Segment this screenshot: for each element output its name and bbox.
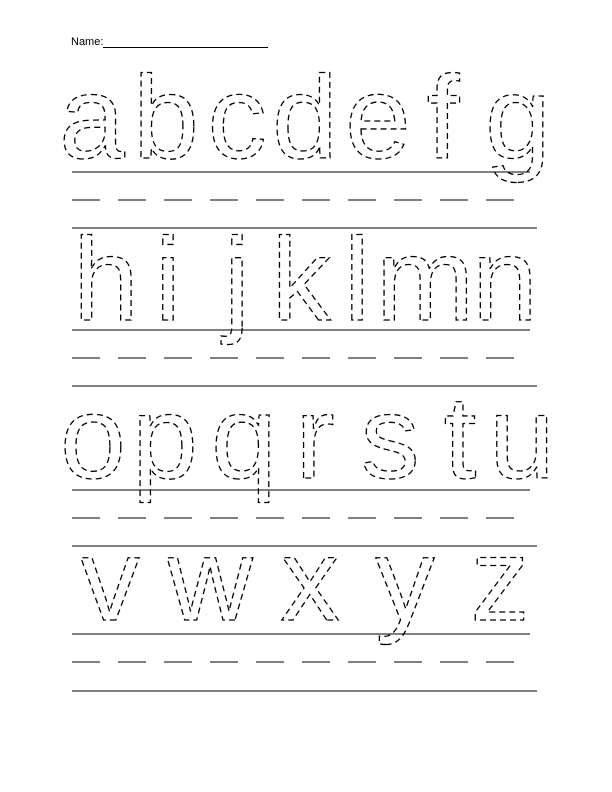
trace-letter-k: k xyxy=(271,214,331,346)
trace-letter-i: i xyxy=(154,214,182,346)
trace-letter-a: a xyxy=(59,52,125,184)
trace-letter-e: e xyxy=(345,52,411,184)
trace-letter-m: m xyxy=(375,214,475,346)
trace-letter-t: t xyxy=(443,372,477,504)
trace-letter-l: l xyxy=(343,214,371,346)
trace-letter-f: f xyxy=(426,52,460,184)
trace-letter-o: o xyxy=(60,372,126,504)
trace-letter-d: d xyxy=(272,52,338,184)
trace-letter-y: y xyxy=(375,514,435,646)
trace-letter-v: v xyxy=(80,514,140,646)
trace-letter-g: g xyxy=(485,52,551,184)
name-label: Name: xyxy=(71,36,104,48)
trace-letter-u: u xyxy=(489,372,555,504)
trace-letter-h: h xyxy=(73,214,139,346)
trace-letter-r: r xyxy=(295,372,335,504)
trace-letter-x: x xyxy=(280,514,340,646)
trace-letter-q: q xyxy=(211,372,277,504)
trace-letter-s: s xyxy=(360,372,420,504)
trace-letter-n: n xyxy=(472,214,538,346)
trace-letter-b: b xyxy=(133,52,199,184)
trace-letter-p: p xyxy=(132,372,198,504)
trace-letter-c: c xyxy=(207,52,267,184)
trace-letter-j: j xyxy=(223,214,251,346)
trace-letter-z: z xyxy=(470,514,530,646)
trace-letter-w: w xyxy=(167,514,253,646)
